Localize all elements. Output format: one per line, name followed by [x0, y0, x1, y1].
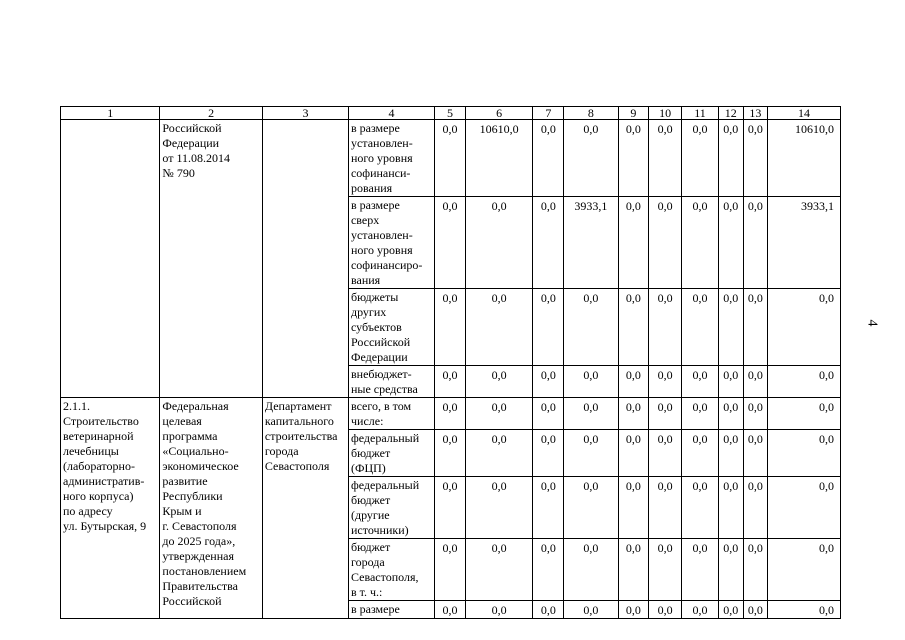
value-cell: 0,0: [618, 366, 649, 398]
executor-cell: [262, 120, 348, 398]
value-cell: 0,0: [718, 289, 743, 366]
value-cell: 0,0: [465, 430, 533, 477]
value-cell: 0,0: [682, 366, 719, 398]
value-cell: 0,0: [564, 289, 618, 366]
value-cell: 0,0: [649, 430, 682, 477]
value-cell: 0,0: [743, 477, 768, 539]
value-cell: 0,0: [682, 539, 719, 601]
value-cell: 0,0: [465, 539, 533, 601]
value-cell: 0,0: [718, 197, 743, 289]
value-cell: 0,0: [682, 120, 719, 197]
value-cell: 0,0: [618, 430, 649, 477]
value-cell: 0,0: [533, 289, 564, 366]
value-cell: 0,0: [533, 539, 564, 601]
value-cell: 0,0: [682, 430, 719, 477]
value-cell: 0,0: [743, 430, 768, 477]
basis-cell: Российской Федерации от 11.08.2014 № 790: [160, 120, 262, 398]
value-cell: 0,0: [618, 539, 649, 601]
funding-source-cell: федеральный бюджет (ФЦП): [348, 430, 434, 477]
column-header: 8: [564, 107, 618, 120]
column-header: 11: [682, 107, 719, 120]
column-header: 10: [649, 107, 682, 120]
value-cell: 0,0: [533, 477, 564, 539]
value-cell: 0,0: [564, 601, 618, 619]
column-header: 5: [435, 107, 466, 120]
value-cell: 0,0: [564, 539, 618, 601]
column-header: 3: [262, 107, 348, 120]
header-row: [61, 107, 841, 120]
value-cell: 0,0: [718, 398, 743, 430]
value-cell: 0,0: [743, 398, 768, 430]
column-header: 6: [465, 107, 533, 120]
funding-source-cell: всего, в том числе:: [348, 398, 434, 430]
value-cell: 0,0: [649, 366, 682, 398]
value-cell: 0,0: [768, 289, 841, 366]
value-cell: 0,0: [718, 366, 743, 398]
value-cell: 0,0: [682, 398, 719, 430]
value-cell: 0,0: [435, 120, 466, 197]
value-cell: 0,0: [435, 430, 466, 477]
value-cell: 0,0: [435, 477, 466, 539]
value-cell: 0,0: [718, 430, 743, 477]
value-cell: 0,0: [682, 289, 719, 366]
value-cell: 0,0: [743, 289, 768, 366]
executor-cell: Департамент капитального строительства города Севастополя: [262, 398, 348, 619]
value-cell: 0,0: [533, 430, 564, 477]
value-cell: 0,0: [564, 430, 618, 477]
table-row: [61, 398, 841, 430]
value-cell: 0,0: [533, 398, 564, 430]
value-cell: 0,0: [465, 366, 533, 398]
value-cell: 0,0: [564, 477, 618, 539]
value-cell: 0,0: [564, 120, 618, 197]
value-cell: 0,0: [649, 197, 682, 289]
page-number: 4: [864, 319, 880, 327]
value-cell: 0,0: [768, 477, 841, 539]
value-cell: 0,0: [682, 197, 719, 289]
value-cell: 0,0: [649, 539, 682, 601]
column-header: 7: [533, 107, 564, 120]
value-cell: 0,0: [718, 539, 743, 601]
value-cell: 0,0: [533, 120, 564, 197]
value-cell: 0,0: [533, 197, 564, 289]
value-cell: 0,0: [743, 120, 768, 197]
column-header: 2: [160, 107, 262, 120]
value-cell: 0,0: [618, 601, 649, 619]
value-cell: 10610,0: [768, 120, 841, 197]
value-cell: 0,0: [768, 366, 841, 398]
value-cell: 3933,1: [564, 197, 618, 289]
value-cell: 0,0: [649, 477, 682, 539]
value-cell: 0,0: [618, 120, 649, 197]
funding-source-cell: в размере установлен- ного уровня софинанси- рования: [348, 120, 434, 197]
value-cell: 10610,0: [465, 120, 533, 197]
value-cell: 0,0: [465, 477, 533, 539]
value-cell: 3933,1: [768, 197, 841, 289]
value-cell: 0,0: [435, 601, 466, 619]
basis-cell: Федеральная целевая программа «Социально- экономическое развитие Республики Крым и г. Севастополя до 2025 года», утвержденная постановлением Правительства Российской: [160, 398, 262, 619]
value-cell: 0,0: [768, 601, 841, 619]
value-cell: 0,0: [649, 289, 682, 366]
value-cell: 0,0: [533, 601, 564, 619]
value-cell: 0,0: [743, 197, 768, 289]
value-cell: 0,0: [682, 477, 719, 539]
value-cell: 0,0: [618, 477, 649, 539]
funding-source-cell: бюджет города Севастополя, в т. ч.:: [348, 539, 434, 601]
value-cell: 0,0: [718, 120, 743, 197]
value-cell: 0,0: [649, 120, 682, 197]
value-cell: 0,0: [435, 197, 466, 289]
value-cell: 0,0: [435, 366, 466, 398]
value-cell: 0,0: [533, 366, 564, 398]
column-header: 1: [61, 107, 160, 120]
table-row: [61, 120, 841, 197]
value-cell: 0,0: [649, 601, 682, 619]
column-header: 9: [618, 107, 649, 120]
column-header: 12: [718, 107, 743, 120]
value-cell: 0,0: [564, 398, 618, 430]
value-cell: 0,0: [718, 601, 743, 619]
column-header: 14: [768, 107, 841, 120]
value-cell: 0,0: [564, 366, 618, 398]
funding-source-cell: внебюджет- ные средства: [348, 366, 434, 398]
column-header: 4: [348, 107, 434, 120]
value-cell: 0,0: [768, 398, 841, 430]
value-cell: 0,0: [743, 539, 768, 601]
funding-source-cell: в размере: [348, 601, 434, 619]
column-header: 13: [743, 107, 768, 120]
value-cell: 0,0: [718, 477, 743, 539]
object-name-cell: [61, 120, 160, 398]
value-cell: 0,0: [465, 289, 533, 366]
value-cell: 0,0: [465, 398, 533, 430]
funding-source-cell: федеральный бюджет (другие источники): [348, 477, 434, 539]
value-cell: 0,0: [649, 398, 682, 430]
value-cell: 0,0: [435, 289, 466, 366]
value-cell: 0,0: [618, 398, 649, 430]
value-cell: 0,0: [465, 197, 533, 289]
value-cell: 0,0: [465, 601, 533, 619]
budget-table: [60, 106, 841, 619]
value-cell: 0,0: [768, 430, 841, 477]
value-cell: 0,0: [768, 539, 841, 601]
value-cell: 0,0: [743, 601, 768, 619]
value-cell: 0,0: [618, 289, 649, 366]
object-name-cell: 2.1.1. Строительство ветеринарной лечебницы (лабораторно- административ- ного корпуса) по адресу ул. Бутырская, 9: [61, 398, 160, 619]
funding-source-cell: в размере сверх установлен- ного уровня софинансиро- вания: [348, 197, 434, 289]
value-cell: 0,0: [435, 539, 466, 601]
value-cell: 0,0: [682, 601, 719, 619]
funding-source-cell: бюджеты других субъектов Российской Федерации: [348, 289, 434, 366]
value-cell: 0,0: [618, 197, 649, 289]
value-cell: 0,0: [743, 366, 768, 398]
value-cell: 0,0: [435, 398, 466, 430]
